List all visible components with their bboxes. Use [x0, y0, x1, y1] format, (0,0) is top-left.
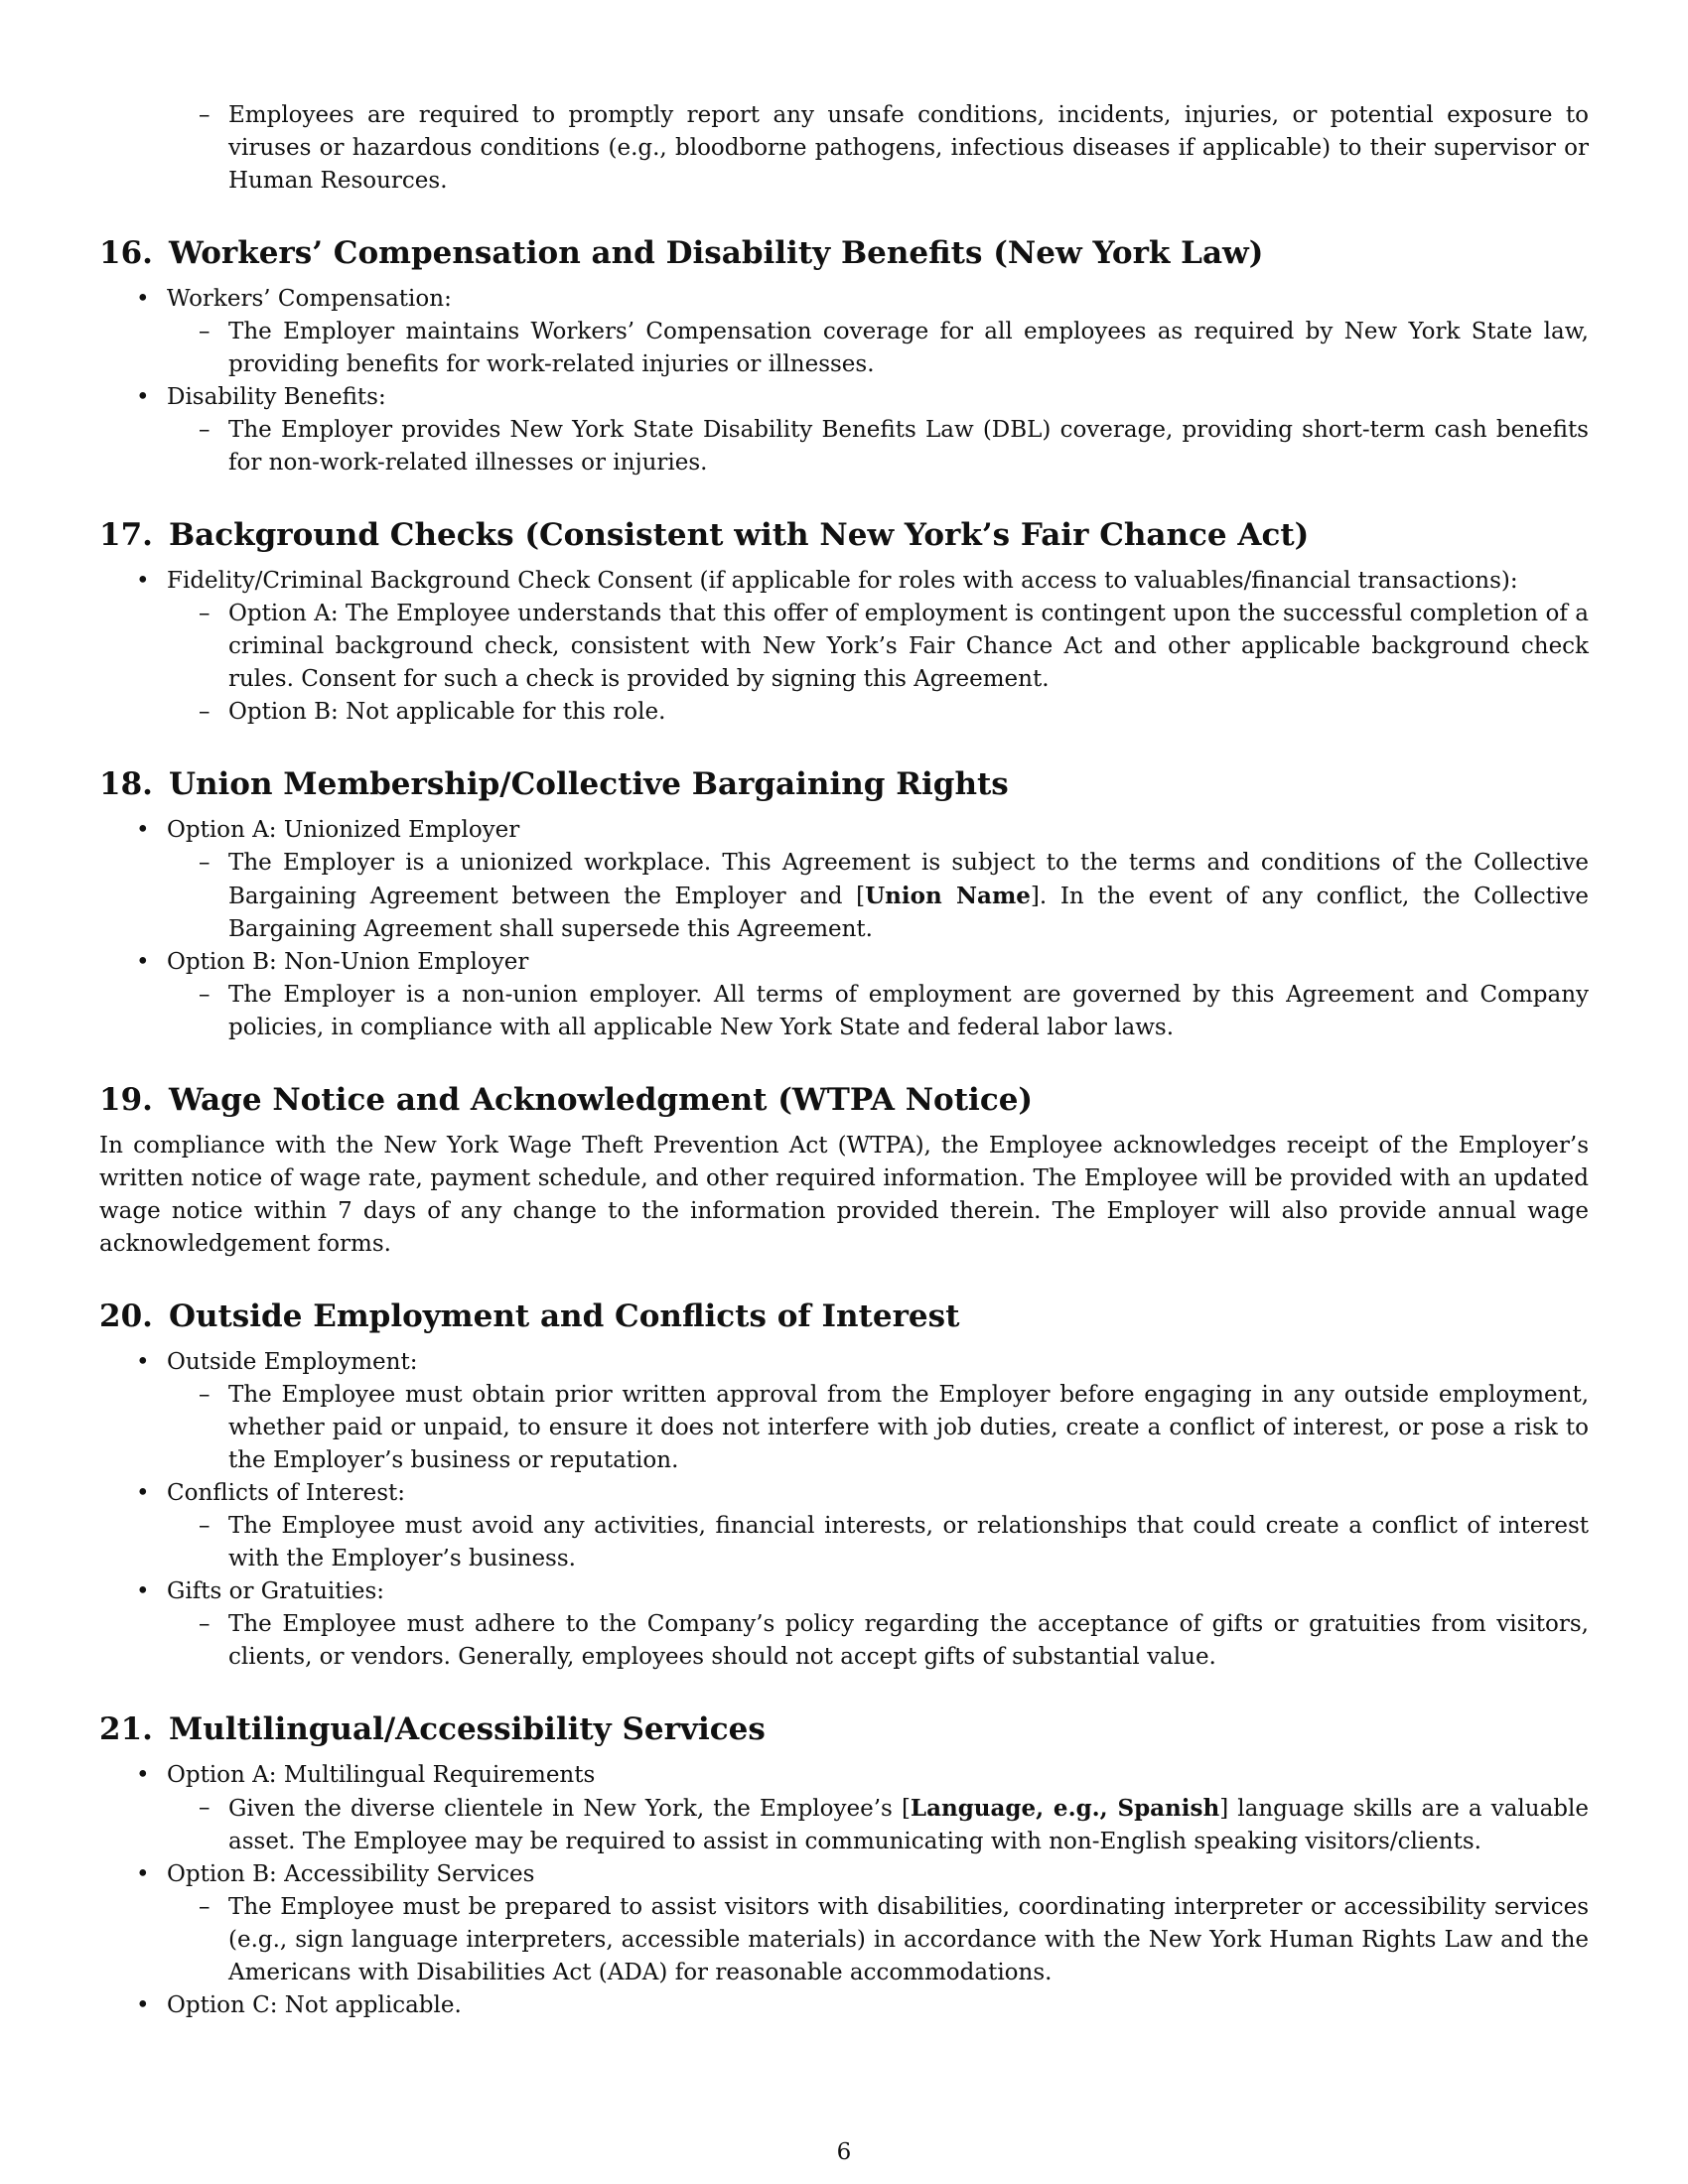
- list-item: • Disability Benefits: – The Employer provides New York State Disability Benefits Law (DBL) coverage, providing short-term cash benefits for non-work-related illnesses or injuries.: [99, 381, 1589, 479]
- section-21: [99, 1709, 1589, 2022]
- section-19: [99, 1080, 1589, 1261]
- section-20: [99, 1297, 1589, 1674]
- bullet-list: [99, 1346, 1589, 1674]
- section-18: [99, 764, 1589, 1044]
- placeholder-language: Language, e.g., Spanish: [910, 1795, 1220, 1822]
- page-number: 6: [836, 2139, 852, 2165]
- bullet-list: [99, 283, 1589, 479]
- sub-item: – Given the diverse clientele in New York, the Employee’s [Language, e.g., Spanish] language skills are a valuable asset. The Employee may be required to assist in communicating with non-English speaking visitors/clients.: [167, 1792, 1589, 1858]
- section-heading: 19. Wage Notice and Acknowledgment (WTPA Notice): [99, 1082, 1034, 1118]
- list-item: – Employees are required to promptly report any unsafe conditions, incidents, injuries, or potential exposure to viruses or hazardous conditions (e.g., bloodborne pathogens, infectious diseases if applicable) to their supervisor or Human Resources.: [99, 99, 1589, 198]
- list-item: • Option A: Unionized Employer – The Employer is a unionized workplace. This Agreement is subject to the terms and conditions of the Collective Bargaining Agreement between the Employer and [Union Name]. In the event of any conflict, the Collective Bargaining Agreement shall supersede this Agreement.: [99, 814, 1589, 946]
- sub-item: – The Employer is a non-union employer. All terms of employment are governed by this Agreement and Company policies, in compliance with all applicable New York State and federal labor laws.: [167, 979, 1589, 1044]
- section-heading: 16. Workers’ Compensation and Disability Benefits (New York Law): [99, 235, 1264, 271]
- section-heading: 18. Union Membership/Collective Bargaining Rights: [99, 766, 1009, 802]
- sub-item: – The Employee must avoid any activities, financial interests, or relationships that could create a conflict of interest with the Employer’s business.: [167, 1510, 1589, 1575]
- list-item: • Option B: Accessibility Services – The Employee must be prepared to assist visitors with disabilities, coordinating interpreter or accessibility services (e.g., sign language interpreters, accessible materials) in accordance with the New York Human Rights Law and the Americans with Disabilities Act (ADA) for reasonable accommodations.: [99, 1858, 1589, 1989]
- paragraph: In compliance with the New York Wage Theft Prevention Act (WTPA), the Employee acknowledges receipt of the Employer’s written notice of wage rate, payment schedule, and other required information. The Employee will be provided with an updated wage notice within 7 days of any change to the information provided therein. The Employer will also provide annual wage acknowledgement forms.: [99, 1133, 1589, 1257]
- list-item: • Option A: Multilingual Requirements – Given the diverse clientele in New York, the Employee’s [Language, e.g., Spanish] language skills are a valuable asset. The Employee may be required to assist in communicating with non-English speaking visitors/clients.: [99, 1759, 1589, 1858]
- list-item: • Conflicts of Interest: – The Employee must avoid any activities, financial interests, or relationships that could create a conflict of interest with the Employer’s business.: [99, 1477, 1589, 1575]
- list-item: • Option C: Not applicable.: [99, 1989, 1589, 2022]
- section-heading: 17. Background Checks (Consistent with New York’s Fair Chance Act): [99, 517, 1310, 553]
- sub-item: – The Employee must obtain prior written approval from the Employer before engaging in any outside employment, whether paid or unpaid, to ensure it does not interfere with job duties, create a conflict of interest, or pose a risk to the Employer’s business or reputation.: [167, 1379, 1589, 1477]
- sub-item: – Option B: Not applicable for this role.: [167, 696, 1589, 729]
- placeholder-union-name: Union Name: [865, 883, 1031, 909]
- section-16: [99, 233, 1589, 479]
- document-page: [99, 99, 1589, 2022]
- intro-list: [99, 99, 1589, 198]
- sub-item: – The Employee must adhere to the Company’s policy regarding the acceptance of gifts or gratuities from visitors, clients, or vendors. Generally, employees should not accept gifts of substantial value.: [167, 1608, 1589, 1674]
- section-17: [99, 515, 1589, 729]
- bullet-list: [99, 1759, 1589, 2022]
- list-item: • Workers’ Compensation: – The Employer maintains Workers’ Compensation coverage for all employees as required by New York State law, providing benefits for work-related injuries or illnesses.: [99, 283, 1589, 381]
- bullet-list: [99, 565, 1589, 729]
- list-item: • Gifts or Gratuities: – The Employee must adhere to the Company’s policy regarding the acceptance of gifts or gratuities from visitors, clients, or vendors. Generally, employees should not accept gifts of substantial value.: [99, 1575, 1589, 1674]
- sub-item: – The Employer maintains Workers’ Compensation coverage for all employees as required by New York State law, providing benefits for work-related injuries or illnesses.: [167, 316, 1589, 381]
- list-item: • Fidelity/Criminal Background Check Consent (if applicable for roles with access to valuables/financial transactions): – Option A: The Employee understands that this offer of employment is contingent upon the successful completion of a criminal background check, consistent with New York’s Fair Chance Act and other applicable background check rules. Consent for such a check is provided by signing this Agreement. – Option B: Not applicable for this role.: [99, 565, 1589, 729]
- section-heading: 20. Outside Employment and Conflicts of Interest: [99, 1298, 960, 1334]
- list-item: • Outside Employment: – The Employee must obtain prior written approval from the Employer before engaging in any outside employment, whether paid or unpaid, to ensure it does not interfere with job duties, create a conflict of interest, or pose a risk to the Employer’s business or reputation.: [99, 1346, 1589, 1477]
- section-heading: 21. Multilingual/Accessibility Services: [99, 1711, 766, 1747]
- sub-item: – The Employer is a unionized workplace. This Agreement is subject to the terms and conditions of the Collective Bargaining Agreement between the Employer and [Union Name]. In the event of any conflict, the Collective Bargaining Agreement shall supersede this Agreement.: [167, 847, 1589, 946]
- list-item: • Option B: Non-Union Employer – The Employer is a non-union employer. All terms of employment are governed by this Agreement and Company policies, in compliance with all applicable New York State and federal labor laws.: [99, 946, 1589, 1044]
- sub-item: – Option A: The Employee understands that this offer of employment is contingent upon the successful completion of a criminal background check, consistent with New York’s Fair Chance Act and other applicable background check rules. Consent for such a check is provided by signing this Agreement.: [167, 598, 1589, 696]
- bullet-list: [99, 814, 1589, 1044]
- sub-item: – The Employee must be prepared to assist visitors with disabilities, coordinating interpreter or accessibility services (e.g., sign language interpreters, accessible materials) in accordance with the New York Human Rights Law and the Americans with Disabilities Act (ADA) for reasonable accommodations.: [167, 1891, 1589, 1989]
- sub-item: – The Employer provides New York State Disability Benefits Law (DBL) coverage, providing short-term cash benefits for non-work-related illnesses or injuries.: [167, 414, 1589, 479]
